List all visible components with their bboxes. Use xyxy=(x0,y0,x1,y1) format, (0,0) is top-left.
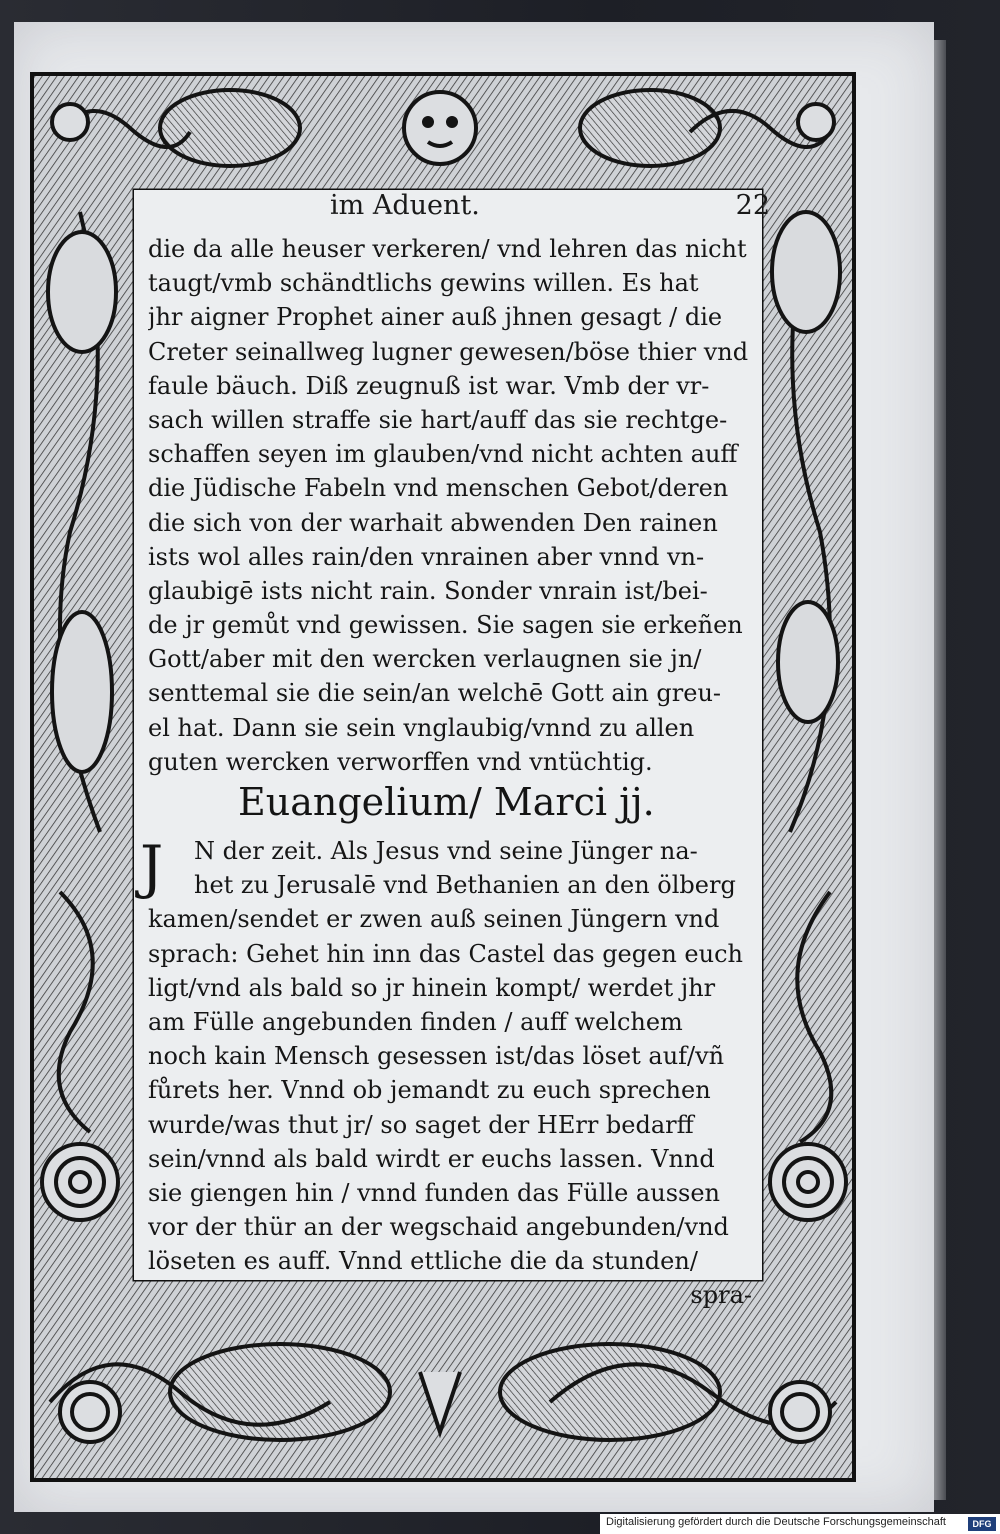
text-line: ists wol alles rain/den vnrainen aber vnnd vn- xyxy=(148,542,705,571)
text-line: het zu Jerusalē vnd Bethanien an den ölberg xyxy=(194,871,736,900)
text-line: kamen/sendet er zwen auß seinen Jüngern vnd xyxy=(148,905,720,934)
text-line: sach willen straffe sie hart/auff das sie rechtge- xyxy=(148,405,728,434)
text-line: senttemal sie die sein/an welchē Gott ain greu- xyxy=(148,679,722,708)
catchword: spra- xyxy=(690,1281,752,1310)
text-line: faule bäuch. Diß zeugnuß ist war. Vmb der vr- xyxy=(148,371,710,400)
running-head-title: im Aduent. xyxy=(330,190,480,221)
text-line: Gott/aber mit den wercken verlaugnen sie jn/ xyxy=(148,645,702,674)
drop-capital: J xyxy=(140,833,164,901)
text-line: ligt/vnd als bald so jr hinein kompt/ werdet jhr xyxy=(148,973,716,1002)
text-line: löseten es auff. Vnnd ettliche die da stunden/ xyxy=(148,1247,698,1276)
text-line: Creter seinallweg lugner gewesen/böse thier vnd xyxy=(148,337,749,366)
text-line: noch kain Mensch gesessen ist/das löset auf/vñ xyxy=(148,1042,725,1071)
text-line: jhr aigner Prophet ainer auß jhnen gesagt / die xyxy=(148,303,723,332)
text-line: taugt/vmb schändtlichs gewins willen. Es hat xyxy=(148,269,699,298)
text-line: wurde/was thut jr/ so saget der HErr bedarff xyxy=(148,1110,694,1139)
text-line: guten wercken verworffen vnd vntüchtig. xyxy=(148,747,653,776)
text-line: el hat. Dann sie sein vnglaubig/vnnd zu allen xyxy=(148,713,695,742)
folio-number: 22 xyxy=(735,190,770,221)
page-edge xyxy=(934,40,946,1500)
gospel-heading: Euangelium/ Marci jj. xyxy=(238,780,655,824)
digitization-footer xyxy=(600,1514,1000,1534)
text-line: sprach: Gehet hin inn das Castel das gegen euch xyxy=(148,939,743,968)
text-line: die Jüdische Fabeln vnd menschen Gebot/deren xyxy=(148,474,729,503)
text-line: glaubigē ists nicht rain. Sonder vnrain ist/bei- xyxy=(148,576,708,605)
text-line: vor der thür an der wegschaid angebunden/vnd xyxy=(148,1213,729,1242)
text-line: sein/vnnd als bald wirdt er euchs lassen. Vnnd xyxy=(148,1144,715,1173)
text-line: schaffen seyen im glauben/vnd nicht achten auff xyxy=(148,440,738,469)
footer-credit-text: Digitalisierung gefördert durch die Deutsche Forschungsgemeinschaft xyxy=(606,1516,946,1528)
text-line: de jr gemůt vnd gewissen. Sie sagen sie erkeñen xyxy=(148,611,743,640)
dfg-logo-icon: DFG xyxy=(968,1517,996,1531)
text-line: am Fülle angebunden finden / auff welchem xyxy=(148,1007,683,1036)
text-line: die da alle heuser verkeren/ vnd lehren das nicht xyxy=(148,235,747,263)
text-line: sie giengen hin / vnnd funden das Fülle aussen xyxy=(148,1178,720,1207)
text-line: fůrets her. Vnnd ob jemandt zu euch sprechen xyxy=(148,1076,711,1105)
epistle-text xyxy=(148,232,760,779)
gospel-text xyxy=(148,834,760,1313)
running-head xyxy=(330,190,770,230)
text-line: die sich von der warhait abwenden Den rainen xyxy=(148,508,718,537)
text-line: N der zeit. Als Jesus vnd seine Jünger na- xyxy=(194,837,698,865)
